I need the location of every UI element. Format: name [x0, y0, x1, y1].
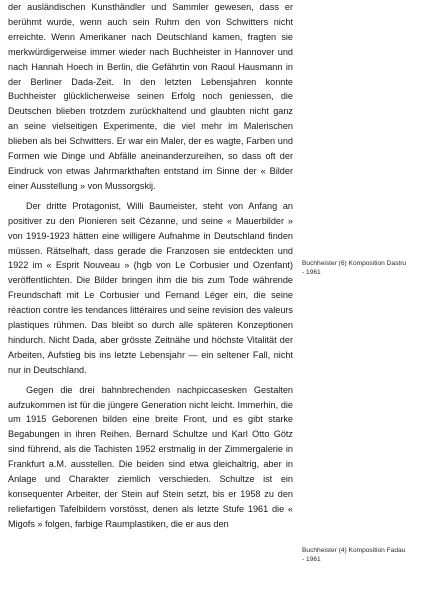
- paragraph-buchheister-success: der ausländischen Kunsthändler und Sammler gewesen, dass er berühmt wurde, wenn auch sein Ruhm den von Schwitters nicht erreichte. Wenn Amerikaner nach Deutschland kamen, fragten sie merkwürdigerweise immer wieder nach Buchheister in Hannover und nach Hannah Hoech in Berlin, die Gefährtin von Raoul Hausmann in der Berliner Dada-Zeit. In den letzten Lebensjahren konnte Buchheister glücklicherweise seinen Erfolg noch geniessen, die Deutschen blieben trotzdem zurückhaltend und glaubten nicht ganz an seine vielseitigen Experimente, die viel mehr im Malerischen blieben als bei Schwitters. Er war ein Maler, der es wagte, Farben und Formen wie Dinge und Abfälle aneinanderzureihen, so dass oft der Eindruck von etwas Jahrmarkthaften entstand im Sinne der « Bilder einer Ausstellung » von Mussorgskij.: [8, 2, 293, 191]
- caption-title: Buchheister (6) Komposition Dastru: [302, 260, 407, 267]
- caption-title: Buchheister (4) Komposition Fadau: [302, 547, 406, 554]
- paragraph-baumeister: Der dritte Protagonist, Willi Baumeister, steht von Anfang an positiver zu den Pionieren seit Cézanne, und seine « Mauerbilder » von 1919-1923 hätten eine willigere Aufnahme in Deutschland finden müssen. Rätselhaft, dass gerade die Franzosen sie entdeckten und 1922 im « Esprit Nouveau » (hgb von Le Corbusier und Ozenfant) veröffentlichten. Die Bilder bringen ihm die bis zum Tode währende Freundschaft mit Le Corbusier und Fernand Léger ein, die seine réaction contre les tendances littéraires und seine revision des valeurs plastiques rühmen. Das bleibt so durch alle späteren Konzeptionen hindurch. Nicht Dada, aber grösste Zeitnähe und höchste Vitalität der Arbeiten, Aufstieg bis ins letzte Lebensjahr — ein seltener Fall, nicht nur in Deutschland.: [8, 200, 293, 375]
- caption-year: - 1961: [302, 556, 321, 563]
- caption-buchheister-6: [302, 259, 437, 277]
- caption-buchheister-4: [302, 546, 437, 564]
- caption-year: - 1961: [302, 269, 321, 276]
- main-text-column: [8, 0, 293, 537]
- paragraph-younger-generation: Gegen die drei bahnbrechenden nachpiccasesken Gestalten aufzukommen ist für die jüngere Generation nicht leicht. Immerhin, die um 1915 Geborenen bilden eine breite Front, und es gibt starke Begabungen in ihren Reihen. Bernard Schultze und Karl Otto Götz sind führend, als die Tachisten 1952 erstmalig in der Zimmergalerie in Frankfurt a.M. ausstellen. Die beiden sind etwa gleichaltrig, aber in Anlage und Charakter ziemlich verschieden. Schultze ist ein konsequenter Arbeiter, der Stein auf Stein setzt, bis er 1958 zu den reliefartigen Tafelbildern vorstösst, denen als letzte Stufe 1961 die « Migofs » folgen, farbige Raumplastiken, die er aus den: [8, 384, 293, 529]
